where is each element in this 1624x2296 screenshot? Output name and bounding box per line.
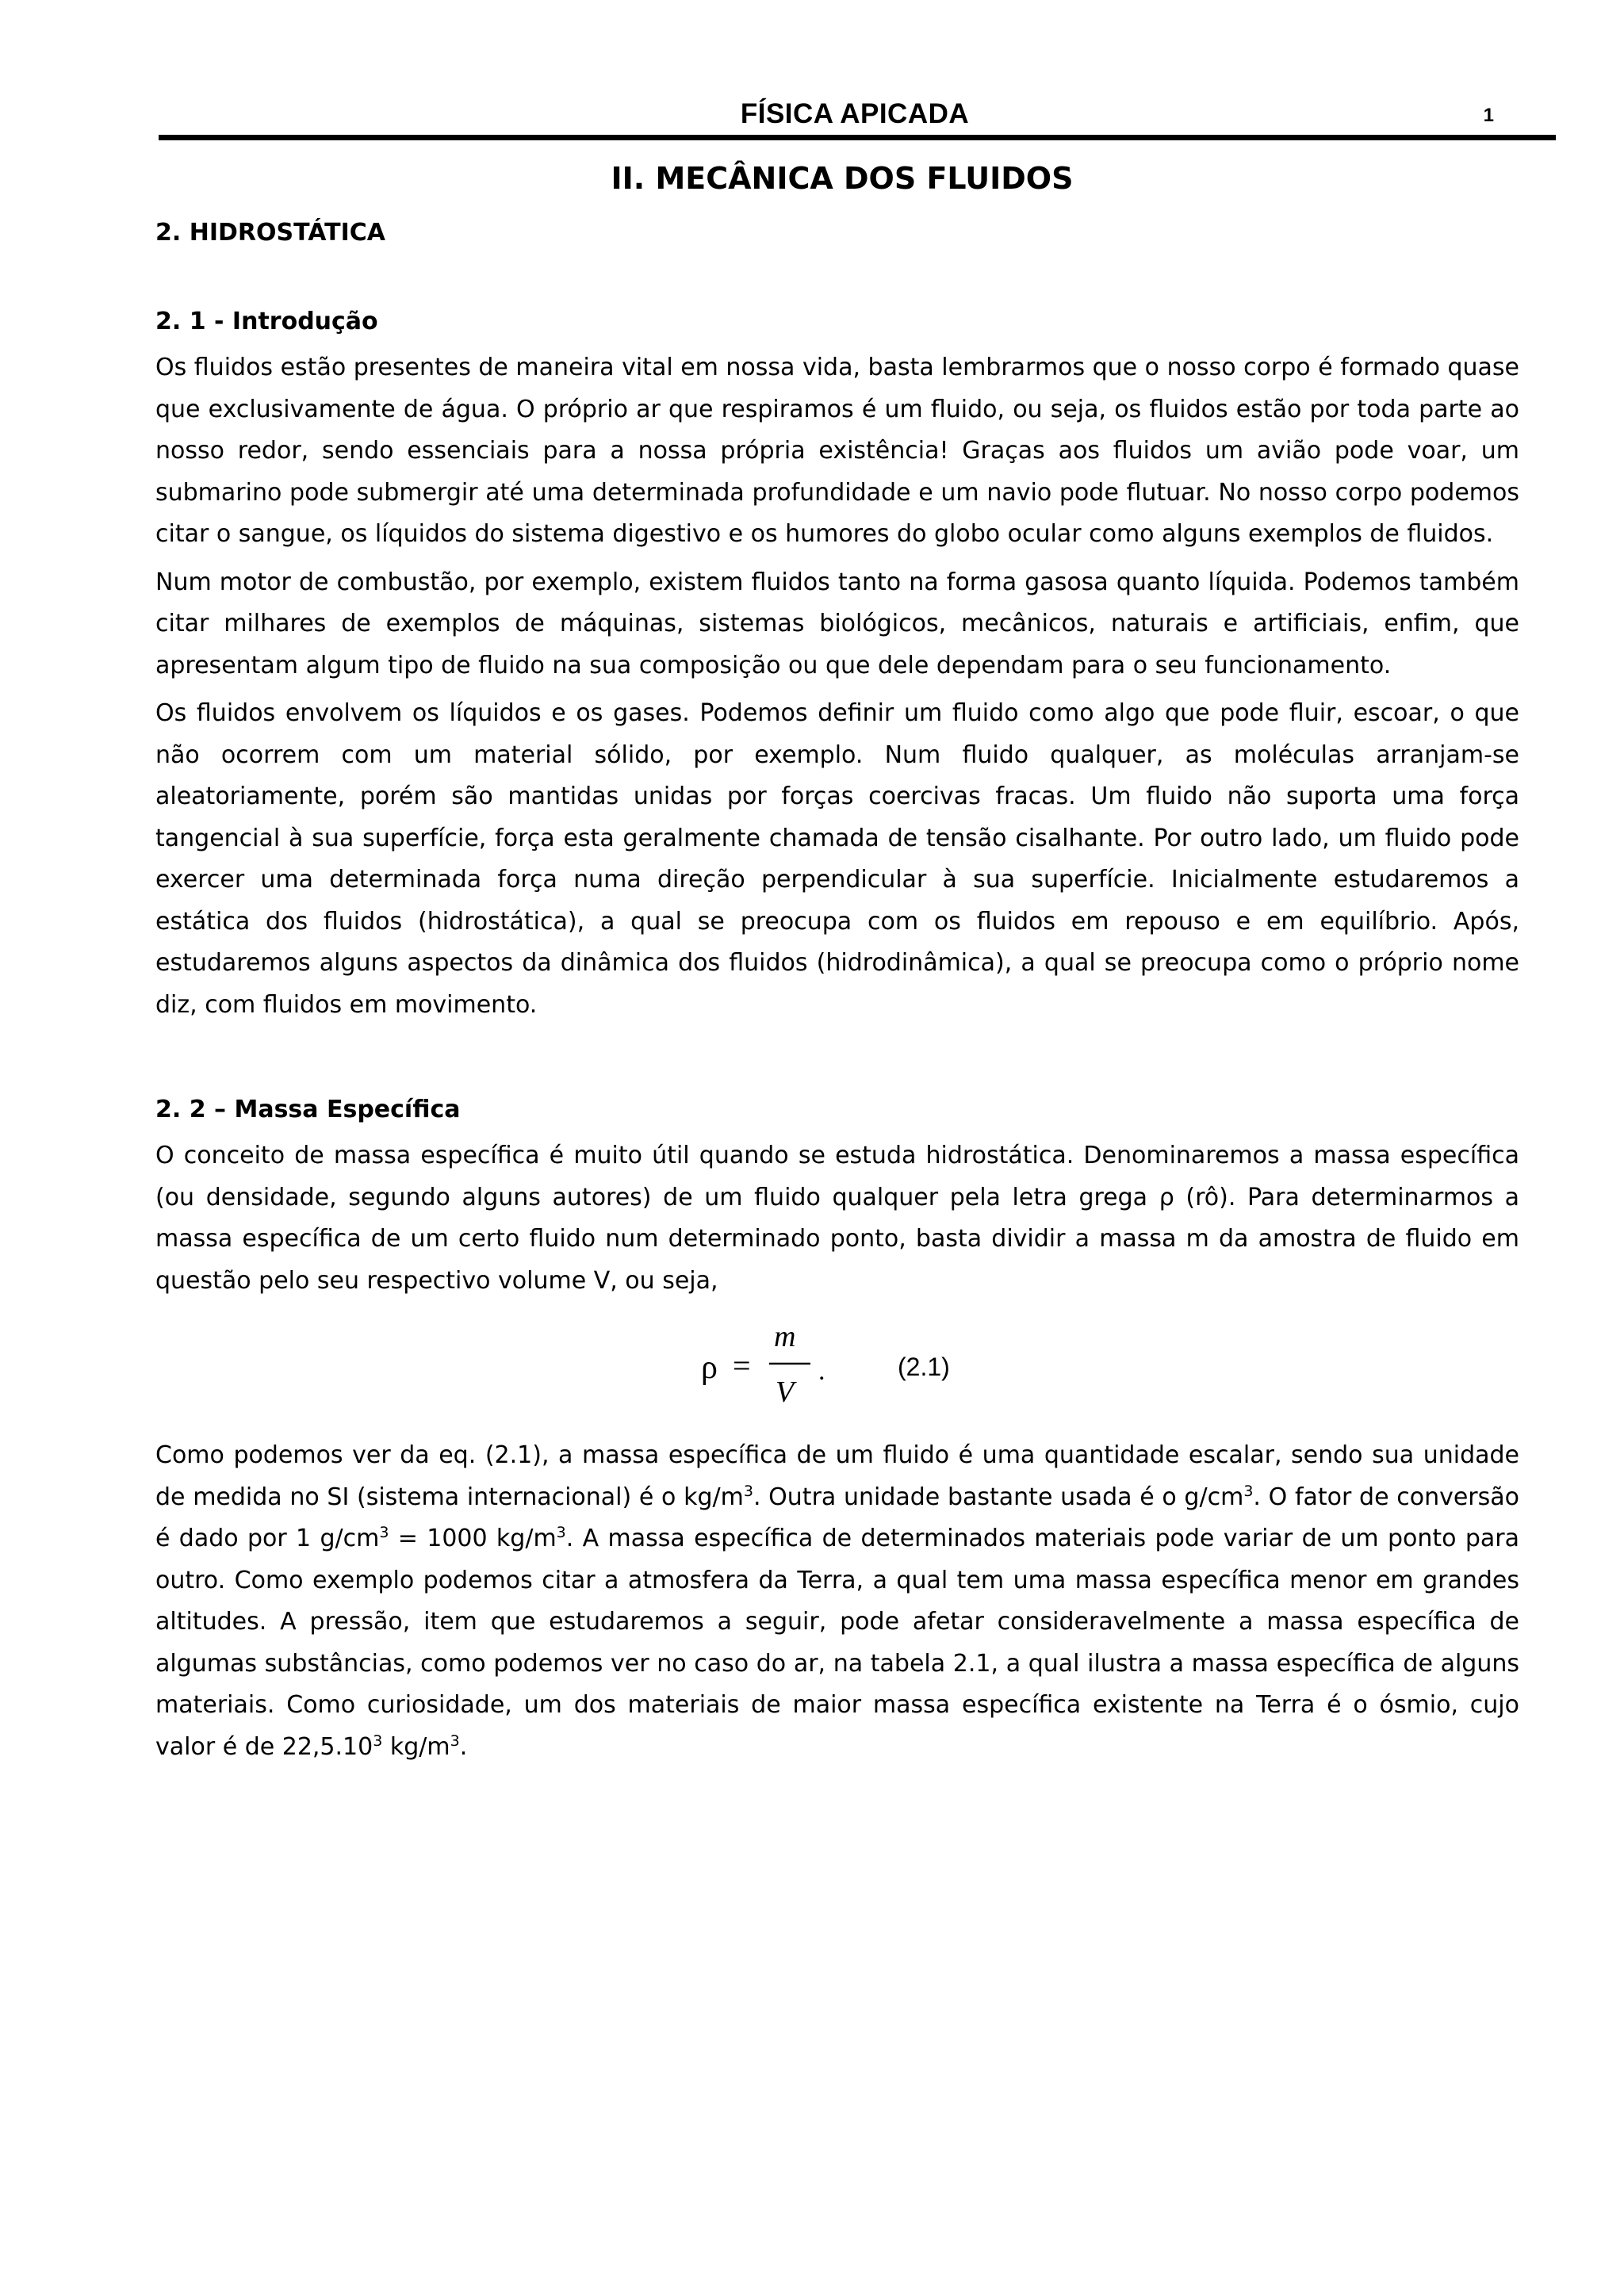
page-number: 1 [1483,105,1494,126]
massa-p2-text-1: Como podemos ver da eq. (2.1), a massa específica de um fluido é uma quantidade escalar, sendo sua unidade de medida no SI (sistema internacional) é o kg/m [155,1441,1519,1511]
massa-p2-text-6: kg/m [382,1732,450,1761]
denominator-v: V [776,1376,795,1409]
section-heading-hidrostatica: 2. HIDROSTÁTICA [155,219,385,247]
rho-symbol: ρ [701,1349,718,1386]
density-formula [695,1310,869,1414]
massa-p2-text-7: . [459,1732,468,1761]
exponent: 3 [743,1482,753,1500]
intro-paragraph-2: Num motor de combustão, por exemplo, existem fluidos tanto na forma gasosa quanto líquida. Podemos também citar milhares de exemplos de máquinas, sistemas biológicos, mecânicos, naturais e artificiais, enfim, que apresentam algum tipo de fluido na sua composição ou que dele dependam para o seu funcionamento. [155,568,1519,679]
massa-p2-text-4: = 1000 kg/m [389,1525,557,1552]
main-content [155,212,1519,1768]
massa-paragraph-2 [155,1435,1519,1768]
equals-sign: = [733,1348,751,1383]
massa-paragraph-1: O conceito de massa específica é muito útil quando se estuda hidrostática. Denominaremos a massa específica (ou densidade, segundo alguns autores) de um fluido qualquer pela letra grega ρ (rô). Para determinarmos a massa específica de um certo fluido num determinado ponto, basta dividir a massa m da amostra de fluido em questão pelo seu respectivo volume V, ou seja, [155,1142,1519,1295]
intro-paragraph-1: Os fluidos estão presentes de maneira vital em nossa vida, basta lembrarmos que o nosso corpo é formado quase que exclusivamente de água. O próprio ar que respiramos é um fluido, ou seja, os fluidos estão por toda parte ao nosso redor, sendo essenciais para a nossa própria existência! Graças aos fluidos um avião pode voar, um submarino pode submergir até uma determinada profundidade e um navio pode flutuar. No nosso corpo podemos citar o sangue, os líquidos do sistema digestivo e os humores do globo ocular como alguns exemplos de fluidos. [155,354,1519,548]
exponent: 3 [556,1524,566,1541]
exponent: 3 [373,1732,383,1750]
massa-p2-text-5: . A massa específica de determinados materiais pode variar de um ponto para outro. Como exemplo podemos citar a atmosfera da Terra, a qual tem uma massa específica menor em grandes altitudes. A pressão, item que estudaremos a seguir, pode afetar consideravelmente a massa específica de algumas substâncias, como podemos ver no caso do ar, na tabela 2.1, a qual ilustra a massa específica de alguns materiais. Como curiosidade, um dos materiais de maior massa específica existente na Terra é o ósmio, cujo valor é de 22,5.10 [155,1525,1519,1761]
massa-p2-text-3: . O fator de conversão é dado por 1 g/cm [155,1483,1519,1552]
exponent: 3 [1243,1482,1254,1500]
exponent: 3 [379,1524,389,1541]
chapter-title: II. MECÂNICA DOS FLUIDOS [611,161,1074,196]
section-heading-introducao: 2. 1 - Introdução [155,308,378,335]
running-title: FÍSICA APICADA [740,98,970,129]
section-heading-massa-especifica: 2. 2 – Massa Específica [155,1096,461,1123]
equation-period: . [818,1357,825,1386]
header-rule [159,135,1556,140]
massa-p2-text-2: . Outra unidade bastante usada é o g/cm [753,1483,1244,1511]
exponent: 3 [450,1732,460,1750]
numerator-m: m [774,1320,796,1353]
intro-paragraph-3: Os fluidos envolvem os líquidos e os gases. Podemos definir um fluido como algo que pode fluir, escoar, o que não ocorrem com um material sólido, por exemplo. Num fluido qualquer, as moléculas arranjam-se aleatoriamente, porém são mantidas unidas por forças coercivas fracas. Um fluido não suporta uma força tangencial à sua superfície, força esta geralmente chamada de tensão cisalhante. Por outro lado, um fluido pode exercer uma determinada força numa direção perpendicular à sua superfície. Inicialmente estudaremos a estática dos fluidos (hidrostática), a qual se preocupa com os fluidos em repouso e em equilíbrio. Após, estudaremos alguns aspectos da dinâmica dos fluidos (hidrodinâmica), a qual se preocupa como o próprio nome diz, com fluidos em movimento. [155,699,1519,1019]
equation-label: (2.1) [898,1353,950,1381]
equation-2-1 [155,1310,1519,1414]
running-header [159,94,1551,135]
